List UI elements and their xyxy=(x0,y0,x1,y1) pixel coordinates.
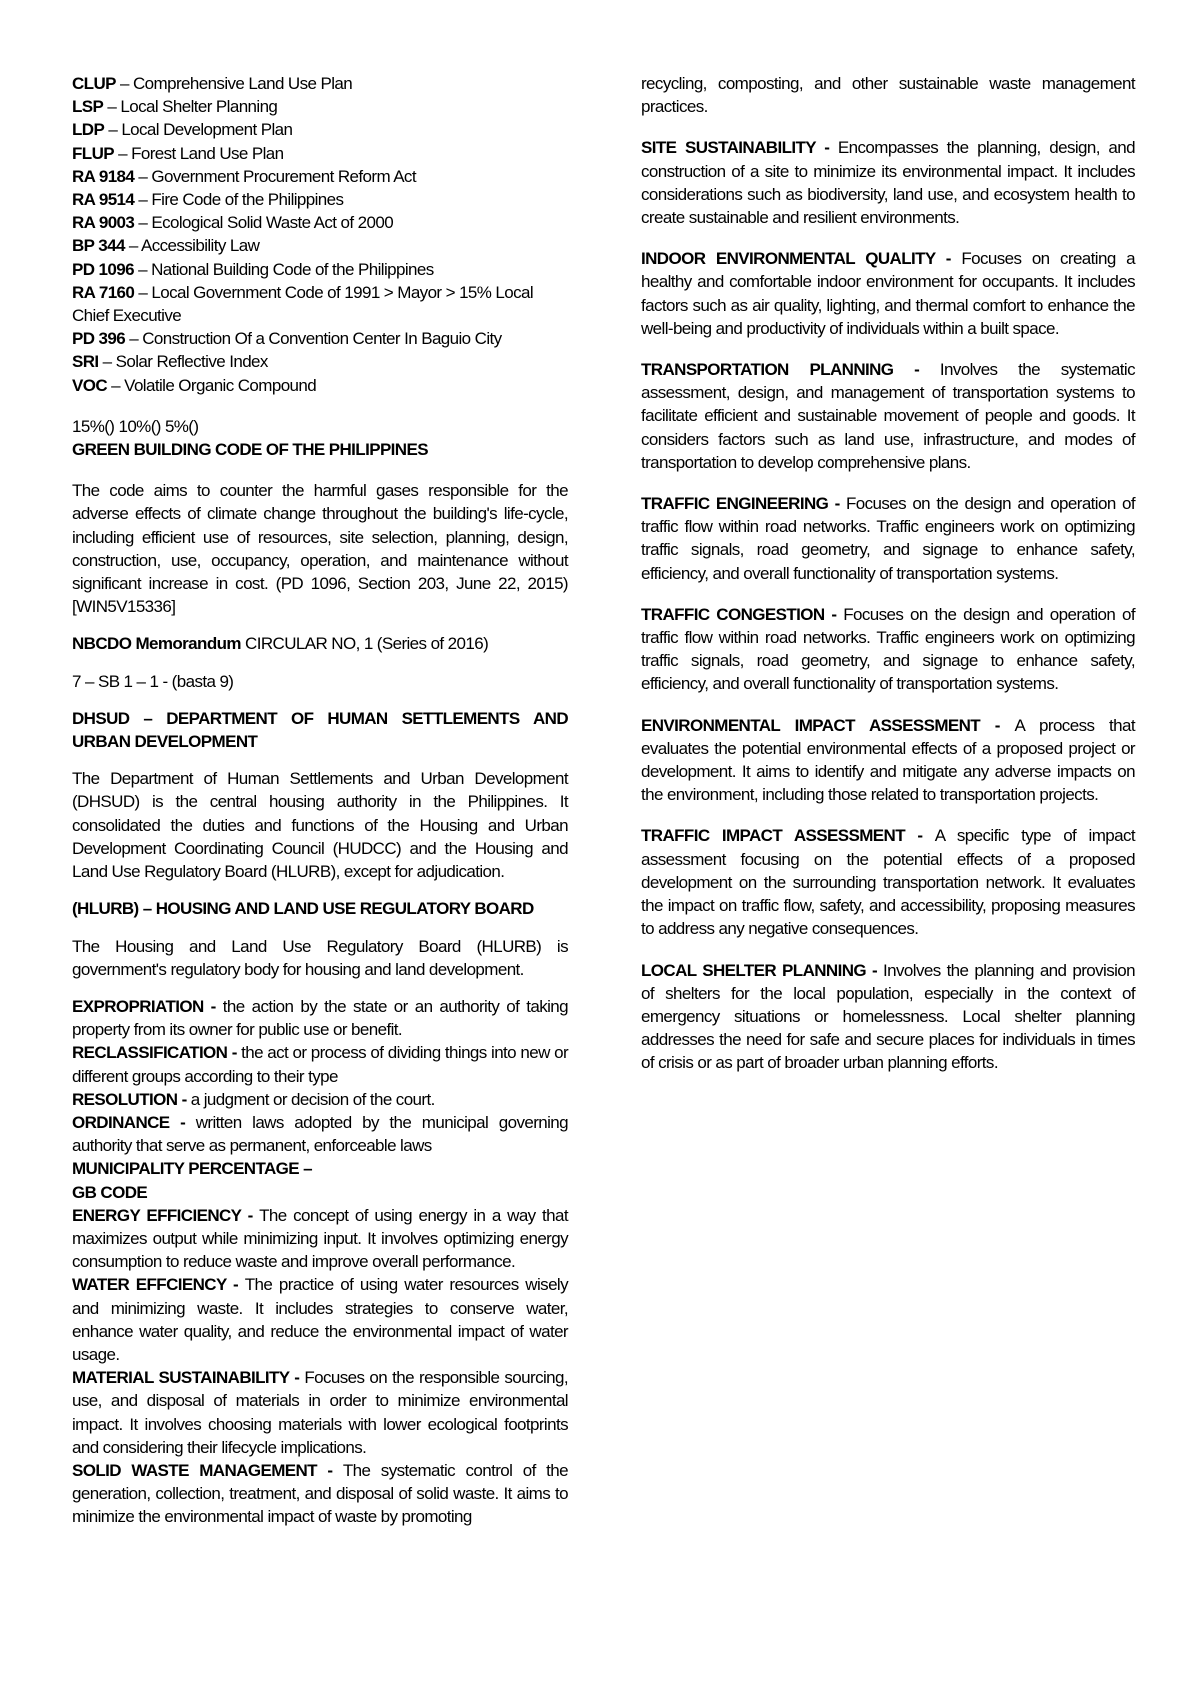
section-heading-hlurb: (HLURB) – HOUSING AND LAND USE REGULATORY BOARD xyxy=(72,899,534,919)
abbreviation-desc: Local Development Plan xyxy=(121,120,293,140)
hlurb-paragraph: The Housing and Land Use Regulatory Board (HLURB) is government's regulatory body for housing and land development. xyxy=(72,936,568,979)
definition-desc: The systematic control of the generation, collection, treatment, and disposal of solid waste. It aims to minimize the environmental impact of waste by promoting xyxy=(72,1460,568,1527)
definition-term: TRAFFIC ENGINEERING - xyxy=(641,494,846,514)
abbreviation-term: CLUP xyxy=(72,74,116,93)
definition-desc: written laws adopted by the municipal governing authority that serve as permanent, enforceable laws xyxy=(72,1112,569,1156)
definition-desc: Involves the systematic assessment, design, and management of transportation systems to facilitate efficient and sustainable movement of people and goods. It considers factors such as land use, infrastructure, and modes of transportation to develop comprehensive plans. xyxy=(641,360,1135,472)
abbreviation-item: RA 9184 – Government Procurement Reform Act xyxy=(72,166,416,186)
abbreviation-item: PD 396 – Construction Of a Convention Center In Baguio City xyxy=(72,329,502,349)
definition-term: ENVIRONMENTAL IMPACT ASSESSMENT - xyxy=(641,715,1015,735)
left-column xyxy=(72,72,568,1529)
definition-term: GB CODE xyxy=(72,1182,148,1202)
abbreviation-item: RA 7160 – Local Government Code of 1991 > Mayor > 15% Local Chief Executive xyxy=(72,282,534,326)
definition-item xyxy=(641,136,1135,229)
abbreviation-desc: National Building Code of the Philippines xyxy=(151,259,434,279)
definition-term: MATERIAL SUSTAINABILITY - xyxy=(72,1368,305,1388)
definition-desc: A specific type of impact assessment focusing on the potential effects of a proposed development on the surrounding transportation network. It evaluates the impact on traffic flow, safety, and accessibility, proposing measures to address any negative consequences. xyxy=(641,826,1135,939)
abbreviation-desc: Government Procurement Reform Act xyxy=(151,166,416,186)
definition-item xyxy=(72,1088,568,1111)
definition-desc: The concept of using energy in a way that maximizes output while minimizing input. It involves optimizing energy consumption to reduce waste and improve overall performance. xyxy=(72,1205,569,1272)
abbreviation-term: RA 9184 xyxy=(72,166,135,186)
abbreviation-item: LSP – Local Shelter Planning xyxy=(72,97,278,117)
definition-item xyxy=(641,714,1135,807)
abbreviation-item: RA 9514 – Fire Code of the Philippines xyxy=(72,190,344,210)
abbreviation-term: LDP xyxy=(72,120,105,140)
definition-desc: Involves the planning and provision of shelters for the local population, especially in the context of emergency situations or homelessness. Local shelter planning addresses the need for safe and secure places for individuals in times of crisis or as part of broader urban planning efforts. xyxy=(641,960,1135,1073)
abbreviation-desc: Fire Code of the Philippines xyxy=(151,190,344,210)
nbcdo-line: NBCDO Memorandum CIRCULAR NO, 1 (Series of 2016) xyxy=(72,634,489,654)
definition-desc: Focuses on the design and operation of traffic flow within road networks. Traffic engineers work on optimizing traffic signals, road geometry, and signage to enhance safety, efficiency, and overall functionality of transportation systems. xyxy=(641,604,1135,694)
abbreviation-desc: Local Shelter Planning xyxy=(120,97,278,117)
definition-term: TRAFFIC CONGESTION - xyxy=(641,604,844,624)
abbreviation-term: LSP xyxy=(72,97,104,117)
abbreviation-desc: Construction Of a Convention Center In Baguio City xyxy=(142,329,502,349)
section-heading-gbc: GREEN BUILDING CODE OF THE PHILIPPINES xyxy=(72,440,428,460)
abbreviation-desc: Volatile Organic Compound xyxy=(124,375,317,395)
dhsud-paragraph: The Department of Human Settlements and Urban Development (DHSUD) is the central housing authority in the Philippines. It consolidated the duties and functions of the Housing and Urban Development Coordinating Council (HUDCC) and the Housing and Land Use Regulatory Board (HLURB), except for adjudication. xyxy=(72,769,568,882)
definition-item xyxy=(72,1273,568,1366)
abbreviation-term: RA 7160 xyxy=(72,282,135,302)
abbreviation-item: PD 1096 – National Building Code of the Philippines xyxy=(72,259,434,279)
abbreviation-item: CLUP – Comprehensive Land Use Plan xyxy=(72,74,353,93)
definition-desc: a judgment or decision of the court. xyxy=(190,1089,435,1109)
definition-term: WATER EFFCIENCY - xyxy=(72,1275,245,1295)
definition-item xyxy=(641,603,1135,696)
abbreviation-item: LDP – Local Development Plan xyxy=(72,120,293,140)
abbreviation-term: PD 396 xyxy=(72,329,126,349)
abbreviation-desc: Forest Land Use Plan xyxy=(131,143,284,163)
definition-item xyxy=(72,1157,568,1180)
abbreviation-term: PD 1096 xyxy=(72,259,134,279)
definition-term: SITE SUSTAINABILITY - xyxy=(641,138,838,158)
section-heading-dhsud: DHSUD – DEPARTMENT OF HUMAN SETTLEMENTS AND URBAN DEVELOPMENT xyxy=(72,708,568,752)
abbreviation-item: SRI – Solar Reflective Index xyxy=(72,352,268,372)
abbreviation-desc: Ecological Solid Waste Act of 2000 xyxy=(151,213,394,233)
definition-item xyxy=(72,1366,568,1459)
definition-term: LOCAL SHELTER PLANNING - xyxy=(641,960,884,980)
definition-desc: the action by the state or an authority of taking property from its owner for public use or benefit. xyxy=(72,996,568,1040)
definition-item xyxy=(72,1181,568,1204)
definition-term: RESOLUTION - xyxy=(72,1089,191,1109)
abbreviation-item: FLUP – Forest Land Use Plan xyxy=(72,143,284,163)
definition-term: EXPROPRIATION - xyxy=(72,996,223,1016)
definition-term: ORDINANCE - xyxy=(72,1112,196,1132)
definition-item xyxy=(72,995,568,1041)
definition-desc: A process that evaluates the potential environmental effects of a proposed project or development. It aims to identify and mitigate any adverse impacts on the environment, including those related to transportation projects. xyxy=(641,715,1136,805)
abbreviation-desc: Local Government Code of 1991 > Mayor > 15% Local Chief Executive xyxy=(72,282,534,326)
abbreviation-term: BP 344 xyxy=(72,236,125,256)
definition-item xyxy=(72,1111,568,1157)
definition-item xyxy=(641,959,1135,1075)
definition-desc: the act or process of dividing things into new or different groups according to their type xyxy=(72,1043,569,1086)
definition-desc: Focuses on the responsible sourcing, use, and disposal of materials in order to minimize environmental impact. It involves choosing materials with lower ecological footprints and considering their lifecycle implications. xyxy=(72,1368,568,1457)
definition-term: TRAFFIC IMPACT ASSESSMENT - xyxy=(641,826,935,846)
definition-term: MUNICIPALITY PERCENTAGE – xyxy=(72,1159,313,1179)
continuation-paragraph: recycling, composting, and other sustainable waste management practices. xyxy=(641,74,1135,117)
abbreviation-item: RA 9003 – Ecological Solid Waste Act of 2000 xyxy=(72,213,394,233)
abbreviation-term: RA 9514 xyxy=(72,190,135,210)
definition-item xyxy=(72,1459,568,1529)
definition-item xyxy=(72,1204,568,1274)
percent-line: 15%() 10%() 5%() xyxy=(72,416,199,436)
gbc-paragraph: The code aims to counter the harmful gases responsible for the adverse effects of climate change throughout the building's life-cycle, including efficient use of resources, site selection, planning, design, construction, use, occupancy, operation, and maintenance without significant increase in cost. (PD 1096, Section 203, June 22, 2015) [WIN5V15336] xyxy=(72,481,568,617)
definition-desc: The practice of using water resources wisely and minimizing waste. It includes strategies to conserve water, enhance water quality, and reduce the environmental impact of water usage. xyxy=(72,1275,568,1364)
definition-list-left xyxy=(72,995,568,1529)
definition-term: RECLASSIFICATION - xyxy=(72,1043,242,1063)
sb-line: 7 – SB 1 – 1 - (basta 9) xyxy=(72,671,234,691)
definition-desc: Focuses on the design and operation of traffic flow within road networks. Traffic engineers work on optimizing traffic signals, road geometry, and signage to enhance safety, efficiency, and overall functionality of transportation systems. xyxy=(641,494,1135,583)
abbreviation-item: BP 344 – Accessibility Law xyxy=(72,236,260,256)
definition-desc: Encompasses the planning, design, and construction of a site to minimize its environmental impact. It includes considerations such as biodiversity, land use, and ecosystem health to create sustainable and resilient environments. xyxy=(641,138,1135,228)
definition-term: ENERGY EFFICIENCY - xyxy=(72,1205,260,1225)
abbreviation-item: VOC – Volatile Organic Compound xyxy=(72,375,317,395)
definition-item xyxy=(641,824,1135,940)
definition-item xyxy=(641,492,1135,585)
abbreviation-term: VOC xyxy=(72,375,108,395)
definition-item xyxy=(72,1041,568,1087)
abbreviation-term: SRI xyxy=(72,352,99,372)
abbreviation-desc: Comprehensive Land Use Plan xyxy=(133,74,353,93)
abbreviation-desc: Accessibility Law xyxy=(140,236,260,256)
abbreviation-desc: Solar Reflective Index xyxy=(115,352,268,372)
definition-term: SOLID WASTE MANAGEMENT - xyxy=(72,1460,343,1480)
right-column xyxy=(641,72,1135,1075)
definition-term: TRANSPORTATION PLANNING - xyxy=(641,360,940,380)
abbreviation-term: RA 9003 xyxy=(72,213,135,233)
definition-desc: Focuses on creating a healthy and comfortable indoor environment for occupants. It includes factors such as air quality, lighting, and thermal comfort to enhance the well-being and productivity of individuals within a built space. xyxy=(641,249,1135,338)
definition-term: INDOOR ENVIRONMENTAL QUALITY - xyxy=(641,249,962,269)
definition-item xyxy=(641,358,1135,474)
abbreviation-term: FLUP xyxy=(72,143,114,163)
definition-item xyxy=(641,247,1135,340)
abbreviation-list xyxy=(72,72,568,397)
